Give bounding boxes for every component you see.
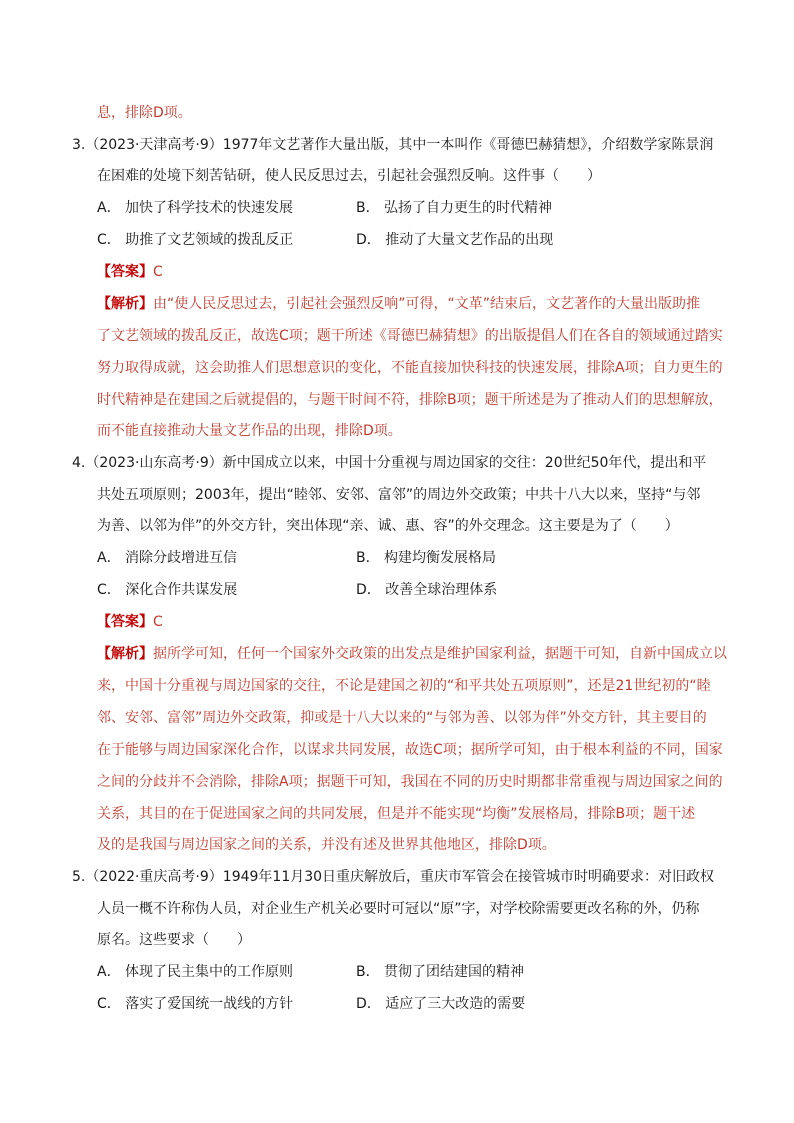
q5-option-d[interactable]: D． 适应了三大改造的需要: [356, 996, 526, 1012]
q3-analysis-line3: 努力取得成就，这会助推人们思想意识的变化，不能直接加快科技的快速发展，排除A项；自力更生的: [97, 360, 723, 376]
q3-analysis-line5: 而不能直接推动大量文艺作品的出现，排除D项。: [97, 423, 402, 439]
answer-tag: 【答案】: [97, 264, 153, 280]
analysis-text: 由“使人民反思过去，引起社会强烈反响”可得，: [153, 296, 448, 312]
q3-option-a[interactable]: A． 加快了科学技术的快速发展: [97, 200, 294, 216]
analysis-text: 来，中国十分重视与周边国家的交往，不论是建国之初的: [97, 678, 447, 694]
analysis-highlight: “与邻为善、以邻为伴”: [426, 710, 567, 726]
q4-stem-line1: 4.（2023·山东高考·9）新中国成立以来，中国十分重视与周边国家的交往：20世纪50年代，提出和平: [72, 455, 707, 471]
q4-option-c[interactable]: C． 深化合作共谋发展: [97, 582, 238, 598]
q4-option-d[interactable]: D． 改善全球治理体系: [356, 582, 498, 598]
analysis-tag: 【解析】: [97, 646, 153, 662]
q4-analysis-line1: [97, 644, 757, 664]
answer-value: C: [153, 264, 163, 280]
q3-analysis-line1: [97, 294, 757, 314]
q5-option-a[interactable]: A． 体现了民主集中的工作原则: [97, 964, 294, 980]
q5-option-b[interactable]: B． 贯彻了团结建国的精神: [356, 964, 525, 980]
analysis-highlight: “和平共处五项原则”: [447, 678, 574, 694]
q4-analysis-line5: 之间的分歧并不会消除，排除A项；据题干可知，我国在不同的历史时期都非常重视与周边国家之间的: [97, 774, 723, 790]
q4-answer: [97, 612, 757, 632]
analysis-tag: 【解析】: [97, 296, 153, 312]
q4-analysis-line7: 及的是我国与周边国家之间的关系，并没有述及世界其他地区，排除D项。: [97, 837, 556, 853]
answer-value: C: [153, 614, 163, 630]
analysis-highlight: 21世纪初的“睦: [615, 678, 711, 694]
q5-stem-line1: 5.（2022·重庆高考·9）1949年11月30日重庆解放后，重庆市军管会在接管城市时明确要求：对旧政权: [72, 869, 715, 885]
q3-stem-line1: 3.（2023·天津高考·9）1977年文艺著作大量出版，其中一本叫作《哥德巴赫猜想》，介绍数学家陈景润: [72, 137, 714, 153]
q3-stem-line2: 在困难的处境下刻苦钻研，使人民反思过去，引起社会强烈反响。这件事（ ）: [97, 168, 601, 184]
q3-option-b[interactable]: B． 弘扬了自力更生的时代精神: [356, 200, 553, 216]
q5-stem-line2: 人员一概不许称伪人员，对企业生产机关必要时可冠以“原”字，对学校除需要更改名称的外，仍称: [97, 901, 700, 917]
analysis-text: 外交方针，其主要目的: [566, 710, 707, 726]
analysis-highlight: “文革”结束后，文艺著作的大量出版助推: [447, 296, 701, 312]
q3-answer: [97, 262, 757, 282]
q4-analysis-line2: [97, 676, 757, 696]
q5-option-c[interactable]: C． 落实了爱国统一战线的方针: [97, 996, 294, 1012]
q4-stem-line2: 共处五项原则；2003年，提出“睦邻、安邻、富邻”的周边外交政策；中共十八大以来，坚持“与邻: [97, 487, 701, 503]
analysis-text: ，还是: [573, 678, 616, 694]
q4-stem-line3: 为善、以邻为伴”的外交方针，突出体现“亲、诚、惠、容”的外交理念。这主要是为了（ ）: [97, 518, 679, 534]
q5-stem-line3: 原名。这些要求（ ）: [97, 932, 251, 948]
q3-analysis-line4: 时代精神是在建国之后就提倡的，与题干时间不符，排除B项；题干所述是为了推动人们的思想解放，: [97, 392, 723, 408]
q3-option-d[interactable]: D． 推动了大量文艺作品的出现: [356, 232, 554, 248]
prev-analysis-tail: [97, 103, 757, 123]
answer-tag: 【答案】: [97, 614, 153, 630]
q4-analysis-line4: 在于能够与周边国家深化合作，以谋求共同发展，故选C项；据所学可知，由于根本利益的不同，国家: [97, 742, 723, 758]
q3-option-c[interactable]: C． 助推了文艺领域的拨乱反正: [97, 232, 294, 248]
q4-analysis-line3: [97, 708, 757, 728]
q3-analysis-line2: 了文艺领域的拨乱反正，故选C项；题干所述《哥德巴赫猜想》的出版提倡人们在各自的领域通过踏实: [97, 328, 723, 344]
q4-option-a[interactable]: A． 消除分歧增进互信: [97, 550, 238, 566]
analysis-highlight: 邻、安邻、富邻”: [97, 710, 203, 726]
prev-analysis-tail-text: 息，排除D项。: [97, 105, 192, 121]
analysis-text: 据所学可知，任何一个国家外交政策的出发点是维护国家利益，据题干可知，自新中国成立以: [153, 646, 727, 662]
analysis-text: 周边外交政策，抑或是十八大以来的: [202, 710, 427, 726]
q4-analysis-line6: 关系，其目的在于促进国家之间的共同发展，但是并不能实现“均衡”发展格局，排除B项；题干述: [97, 806, 696, 822]
q4-option-b[interactable]: B． 构建均衡发展格局: [356, 550, 497, 566]
